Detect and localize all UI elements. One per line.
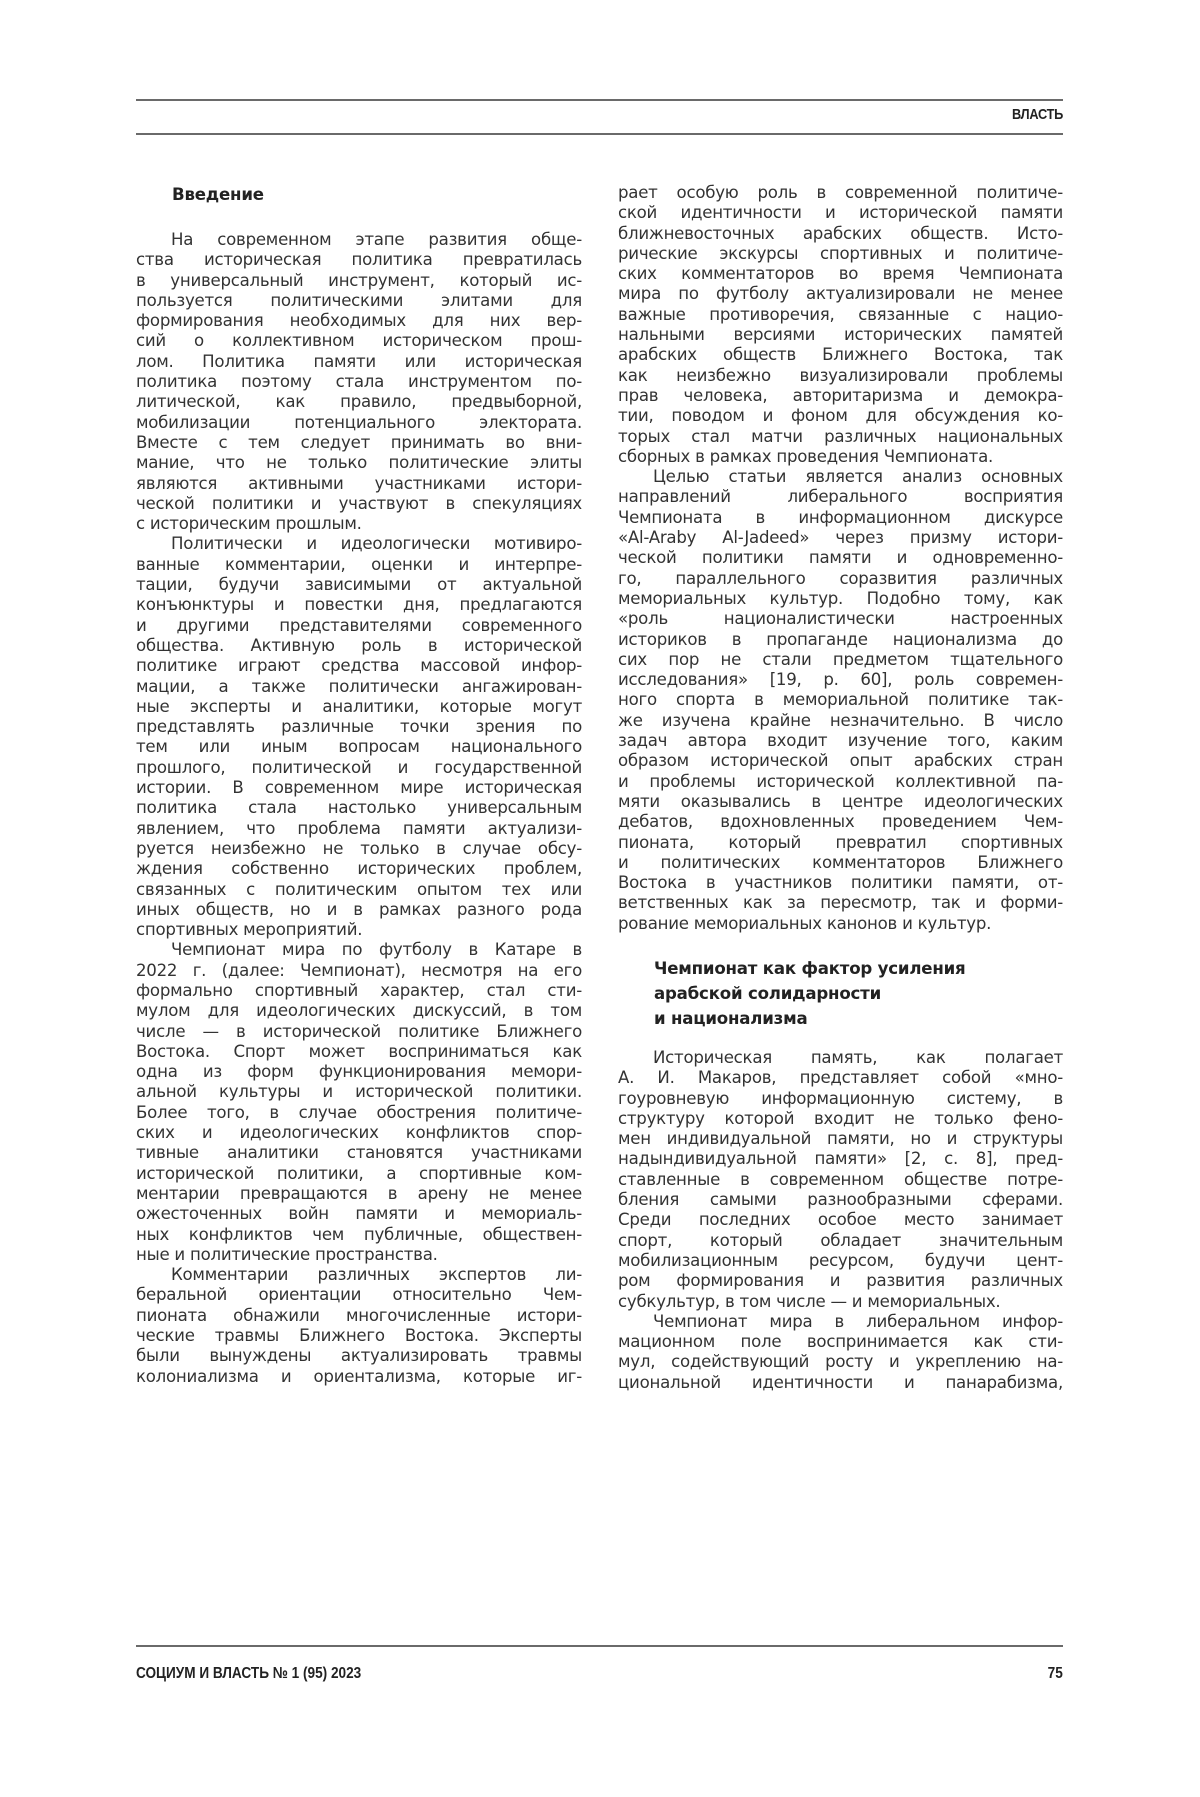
text-line: дебатов, вдохновленных проведением Чем- bbox=[618, 812, 1063, 832]
text-line: в универсальный инструмент, который ис- bbox=[136, 270, 582, 290]
text-line: являются активными участниками истори- bbox=[136, 473, 582, 493]
text-line: важные противоречия, связанные с нацио- bbox=[618, 304, 1063, 324]
text-line: Чемпионат мира по футболу в Катаре в bbox=[171, 940, 582, 960]
text-line: пионата обнажили многочисленные истори- bbox=[136, 1305, 582, 1325]
text-line: задач автора входит изучение того, каким bbox=[618, 731, 1063, 751]
text-line: мулом для идеологических дискуссий, в том bbox=[136, 1001, 582, 1021]
text-line: спорт, который обладает значительным bbox=[618, 1230, 1063, 1250]
text-line: «Al-Araby Al-Jadeed» через призму истори- bbox=[618, 528, 1063, 548]
text-line: явлением, что проблема памяти актуализи- bbox=[136, 818, 582, 838]
text-line: общества. Активную роль в исторической bbox=[136, 635, 582, 655]
text-line: литической, как правило, предвыборной, bbox=[136, 392, 582, 412]
right-column-body-top bbox=[618, 183, 1063, 934]
text-line: А. И. Макаров, представляет собой «мно- bbox=[618, 1068, 1063, 1088]
text-line: 2022 г. (далее: Чемпионат), несмотря на его bbox=[136, 960, 582, 980]
text-line: ческой политики и участвуют в спекуляциях bbox=[136, 493, 582, 513]
text-line: ждения собственно исторических проблем, bbox=[136, 859, 582, 879]
text-line: связанных с политическим опытом тех или bbox=[136, 879, 582, 899]
text-line: нальными версиями исторических памятей bbox=[618, 325, 1063, 345]
text-line: На современном этапе развития обще- bbox=[171, 230, 582, 249]
text-line: и политических комментаторов Ближнего bbox=[618, 852, 1063, 872]
text-line: Историческая память, как полагает bbox=[653, 1047, 1063, 1067]
section-heading-championship bbox=[618, 956, 1063, 1031]
text-line: политике играют средства массовой инфор- bbox=[136, 656, 582, 676]
text-line: исследования» [19, p. 60], роль современ- bbox=[618, 670, 1063, 690]
text-line: мул, содействующий росту и укреплению на- bbox=[618, 1352, 1063, 1372]
text-line: тации, будучи зависимыми от актуальной bbox=[136, 575, 582, 595]
text-line: субкультур, в том числе — и мемориальных. bbox=[618, 1291, 1001, 1311]
text-line: торых стал матчи различных национальных bbox=[618, 426, 1063, 446]
header-top-rule bbox=[136, 99, 1063, 101]
text-line: ных конфликтов чем публичные, обществен- bbox=[136, 1224, 582, 1244]
right-column-body-bottom bbox=[618, 1048, 1063, 1393]
spacer bbox=[618, 934, 1063, 956]
text-line: Востока. Спорт может восприниматься как bbox=[136, 1041, 582, 1061]
text-line: ванные комментарии, оценки и интерпре- bbox=[136, 554, 582, 574]
footer-rule bbox=[136, 1645, 1063, 1647]
text-line: и проблемы исторической коллективной па- bbox=[618, 771, 1063, 791]
text-line: «роль националистически настроенных bbox=[618, 609, 1063, 629]
text-line: Вместе с тем следует принимать во вни- bbox=[136, 432, 582, 452]
text-line: го, параллельного соразвития различных bbox=[618, 568, 1063, 588]
text-line: Среди последних особое место занимает bbox=[618, 1210, 1063, 1230]
text-line: Чемпионата в информационном дискурсе bbox=[618, 507, 1063, 527]
text-line: рает особую роль в современной политиче- bbox=[618, 183, 1063, 202]
text-line: мен индивидуальной памяти, но и структуры bbox=[618, 1129, 1063, 1149]
text-line: ства историческая политика превратилась bbox=[136, 250, 582, 270]
text-line: беральной ориентации относительно Чем- bbox=[136, 1285, 582, 1305]
text-line: мобилизации потенциального электората. bbox=[136, 412, 582, 432]
text-line: рование мемориальных канонов и культур. bbox=[618, 913, 992, 933]
heading-line: Чемпионат как фактор усиления bbox=[654, 958, 966, 978]
text-line: структуру которой входит не только фено- bbox=[618, 1108, 1063, 1128]
text-line: Целью статьи является анализ основных bbox=[653, 467, 1063, 487]
heading-line: и национализма bbox=[654, 1008, 808, 1028]
text-line: мяти оказывались в центре идеологических bbox=[618, 791, 1063, 811]
text-line: историков в пропаганде национализма до bbox=[618, 629, 1063, 649]
text-line: прав человека, авторитаризма и демокра- bbox=[618, 385, 1063, 405]
text-line: исторической политики, а спортивные ком- bbox=[136, 1163, 582, 1183]
text-line: тивные аналитики становятся участниками bbox=[136, 1143, 582, 1163]
text-line: мобилизационным ресурсом, будучи цент- bbox=[618, 1250, 1063, 1270]
text-line: Комментарии различных экспертов ли- bbox=[171, 1265, 582, 1285]
text-line: руется неизбежно не только в случае обсу- bbox=[136, 838, 582, 858]
text-line: одна из форм функционирования мемори- bbox=[136, 1062, 582, 1082]
text-line: мание, что не только политические элиты bbox=[136, 453, 582, 473]
text-line: тии, поводом и фоном для обсуждения ко- bbox=[618, 406, 1063, 426]
text-line: конъюнктуры и повестки дня, предлагаются bbox=[136, 595, 582, 615]
text-line: бления самыми разнообразными сферами. bbox=[618, 1190, 1063, 1210]
page-number: 75 bbox=[1047, 1665, 1063, 1682]
text-line: ного спорта в мемориальной политике так- bbox=[618, 690, 1063, 710]
text-line: ментарии превращаются в арену не менее bbox=[136, 1183, 582, 1203]
text-line: и другими представителями современного bbox=[136, 615, 582, 635]
text-line: сий о коллективном историческом прош- bbox=[136, 331, 582, 351]
text-line: с историческим прошлым. bbox=[136, 514, 362, 534]
text-line: формально спортивный характер, стал сти- bbox=[136, 980, 582, 1000]
text-line: сих пор не стали предметом тщательного bbox=[618, 649, 1063, 669]
text-line: были вынуждены актуализировать травмы bbox=[136, 1346, 582, 1366]
text-line: пионата, который превратил спортивных bbox=[618, 832, 1063, 852]
text-line: ставленные в современном обществе потре- bbox=[618, 1169, 1063, 1189]
text-line: политика поэтому стала инструментом по- bbox=[136, 372, 582, 392]
text-line: лом. Политика памяти или историческая bbox=[136, 351, 582, 371]
text-line: Политически и идеологически мотивиро- bbox=[171, 534, 582, 554]
text-line: представлять различные точки зрения по bbox=[136, 717, 582, 737]
text-line: Востока в участников политики памяти, от- bbox=[618, 873, 1063, 893]
text-line: политика стала настолько универсальным bbox=[136, 798, 582, 818]
text-line: ской идентичности и исторической памяти bbox=[618, 203, 1063, 223]
text-line: формирования необходимых для них вер- bbox=[136, 311, 582, 331]
text-line: направлений либерального восприятия bbox=[618, 487, 1063, 507]
text-line: Чемпионат мира в либеральном инфор- bbox=[653, 1311, 1063, 1331]
text-line: колониализма и ориентализма, которые иг- bbox=[136, 1366, 582, 1386]
text-line: же изучена крайне незначительно. В число bbox=[618, 710, 1063, 730]
text-line: арабских обществ Ближнего Востока, так bbox=[618, 345, 1063, 365]
text-line: рические экскурсы спортивных и политиче- bbox=[618, 243, 1063, 263]
text-line: ческие травмы Ближнего Востока. Эксперты bbox=[136, 1326, 582, 1346]
text-line: ные и политические пространства. bbox=[136, 1244, 438, 1264]
left-column-body bbox=[136, 230, 582, 1387]
text-line: ные эксперты и аналитики, которые могут bbox=[136, 696, 582, 716]
left-column bbox=[136, 182, 582, 1387]
text-line: ближневосточных арабских обществ. Исто- bbox=[618, 223, 1063, 243]
text-line: спортивных мероприятий. bbox=[136, 920, 363, 940]
text-line: истории. В современном мире историческая bbox=[136, 778, 582, 798]
right-column bbox=[618, 183, 1063, 1393]
text-line: гоуровневую информационную систему, в bbox=[618, 1088, 1063, 1108]
text-line: циональной идентичности и панарабизма, bbox=[618, 1372, 1063, 1392]
text-line: ских комментаторов во время Чемпионата bbox=[618, 264, 1063, 284]
text-line: числе — в исторической политике Ближнего bbox=[136, 1021, 582, 1041]
text-line: иных обществ, но и в рамках разного рода bbox=[136, 899, 582, 919]
text-line: ветственных как за пересмотр, так и форми- bbox=[618, 893, 1063, 913]
text-line: прошлого, политической и государственной bbox=[136, 757, 582, 777]
text-line: мационном поле воспринимается как сти- bbox=[618, 1332, 1063, 1352]
spacer bbox=[618, 1031, 1063, 1048]
journal-issue: СОЦИУМ И ВЛАСТЬ № 1 (95) 2023 bbox=[136, 1665, 362, 1682]
text-line: образом исторической опыт арабских стран bbox=[618, 751, 1063, 771]
header-bottom-rule bbox=[136, 133, 1063, 135]
heading-line: арабской солидарности bbox=[654, 983, 882, 1003]
text-line: как неизбежно визуализировали проблемы bbox=[618, 365, 1063, 385]
text-line: надындивидуальной памяти» [2, с. 8], пред- bbox=[618, 1149, 1063, 1169]
text-line: мира по футболу актуализировали не менее bbox=[618, 284, 1063, 304]
text-line: сборных в рамках проведения Чемпионата. bbox=[618, 446, 994, 466]
text-line: мации, а также политически ангажирован- bbox=[136, 676, 582, 696]
text-line: альной культуры и исторической политики. bbox=[136, 1082, 582, 1102]
text-line: Более того, в случае обострения политиче- bbox=[136, 1102, 582, 1122]
text-line: мемориальных культур. Подобно тому, как bbox=[618, 588, 1063, 608]
text-line: ром формирования и развития различных bbox=[618, 1271, 1063, 1291]
text-line: ских и идеологических конфликтов спор- bbox=[136, 1123, 582, 1143]
section-heading-introduction: Введение bbox=[172, 185, 264, 204]
text-line: тем или иным вопросам национального bbox=[136, 737, 582, 757]
text-line: ожесточенных войн памяти и мемориаль- bbox=[136, 1204, 582, 1224]
text-line: пользуется политическими элитами для bbox=[136, 290, 582, 310]
text-line: ческой политики памяти и одновременно- bbox=[618, 548, 1063, 568]
running-head: ВЛАСТЬ bbox=[1011, 106, 1063, 123]
